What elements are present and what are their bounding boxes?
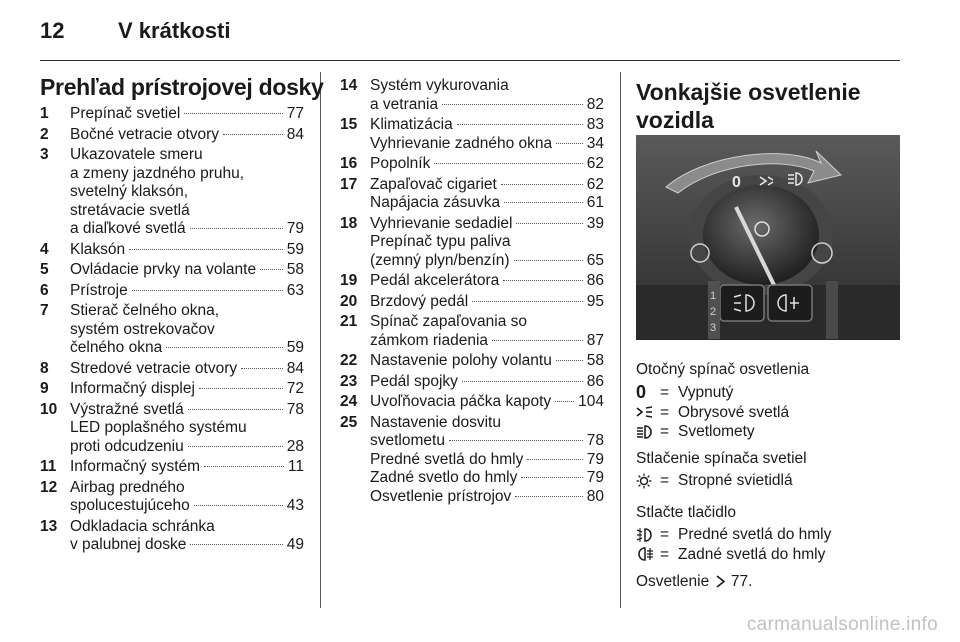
- toc-item: [340, 116, 604, 153]
- toc-leader: [188, 409, 283, 410]
- toc-number: 14: [340, 77, 358, 94]
- toc-number: 9: [40, 380, 49, 397]
- toc-text: Vyhrievanie sedadiel: [370, 214, 513, 232]
- toc-text: Airbag predného: [70, 478, 185, 496]
- toc-number: 5: [40, 261, 49, 278]
- toc-text: Napájacia zásuvka: [370, 194, 501, 211]
- toc-line: [70, 479, 304, 498]
- toc-line: [70, 380, 304, 399]
- light-mode-label: Vypnutý: [678, 384, 734, 401]
- toc-leader: [503, 280, 583, 281]
- toc-number: 23: [340, 372, 358, 390]
- toc-page-ref[interactable]: 58: [586, 352, 604, 369]
- toc-line: [370, 194, 604, 213]
- toc-number: 7: [40, 302, 49, 319]
- toc-item: [340, 414, 604, 507]
- toc-number: 10: [40, 400, 58, 418]
- toc-line: [370, 414, 604, 433]
- rear-fog-icon: [636, 546, 660, 562]
- reference-page[interactable]: 77.: [730, 573, 753, 590]
- equals-sign: =: [660, 526, 670, 543]
- toc-text: a zmeny jazdného pruhu,: [70, 164, 245, 182]
- toc-leader: [527, 459, 582, 460]
- toc-item: [40, 302, 304, 358]
- toc-page-ref[interactable]: 83: [586, 116, 604, 133]
- toc-line: [370, 451, 604, 470]
- light-mode-row: [636, 422, 789, 442]
- toc-leader: [449, 440, 583, 441]
- interior-light-icon: [636, 473, 660, 489]
- toc-text: Osvetlenie prístrojov: [370, 487, 512, 505]
- toc-leader: [514, 260, 583, 261]
- toc-line: [70, 536, 304, 555]
- toc-item: [340, 373, 604, 392]
- toc-item: [40, 380, 304, 399]
- toc-line: [370, 432, 604, 451]
- watermark: carmanualsonline.info: [746, 614, 938, 635]
- toc-page-ref[interactable]: 43: [286, 497, 304, 514]
- toc-number: 17: [340, 175, 358, 193]
- toc-line: [370, 293, 604, 312]
- light-mode-label: Zadné svetlá do hmly: [678, 545, 826, 563]
- toc-leader: [190, 228, 283, 229]
- toc-item: [40, 105, 304, 124]
- toc-page-ref[interactable]: 61: [586, 194, 604, 211]
- toc-number: 19: [340, 272, 358, 289]
- toc-line: [70, 518, 304, 537]
- toc-line: [370, 332, 604, 351]
- toc-leader: [556, 143, 583, 144]
- toc-heading: Prehľad prístrojovej dosky: [40, 74, 324, 100]
- toc-text: v palubnej doske: [70, 536, 187, 553]
- toc-item: [40, 126, 304, 145]
- toc-number: 12: [40, 478, 58, 496]
- toc-leader: [129, 249, 283, 250]
- toc-text: Stredové vetracie otvory: [70, 359, 238, 377]
- toc-line: [70, 419, 304, 438]
- toc-line: [370, 469, 604, 488]
- toc-text: proti odcudzeniu: [70, 437, 184, 455]
- photo-label-pos3: 3: [710, 322, 717, 334]
- toc-page-ref[interactable]: 59: [286, 240, 304, 258]
- toc-text: Stierač čelného okna,: [70, 302, 220, 319]
- photo-label-pos2: 2: [710, 306, 717, 318]
- toc-leader: [184, 113, 282, 114]
- toc-page-ref[interactable]: 84: [286, 359, 304, 377]
- toc-leader: [434, 163, 582, 164]
- toc-line: [70, 458, 304, 477]
- toc-page-ref[interactable]: 79: [286, 220, 304, 237]
- toc-item: [340, 215, 604, 271]
- toc-line: [370, 77, 604, 96]
- toc-line: [370, 233, 604, 252]
- column-divider: [620, 72, 621, 608]
- toc-leader: [241, 368, 283, 369]
- toc-leader: [199, 388, 283, 389]
- toc-line: [370, 393, 604, 412]
- toc-number: 2: [40, 125, 49, 143]
- toc-text: (zemný plyn/benzín): [370, 251, 510, 269]
- toc-page-ref[interactable]: 39: [586, 214, 604, 232]
- toc-item: [340, 352, 604, 371]
- toc-line: [370, 352, 604, 371]
- toc-line: [370, 155, 604, 174]
- light-mode-label: Stropné svietidlá: [678, 472, 793, 489]
- toc-leader: [190, 544, 282, 545]
- toc-text: Uvoľňovacia páčka kapoty: [370, 393, 552, 410]
- light-mode-label: Predné svetlá do hmly: [678, 526, 832, 543]
- toc-page-ref[interactable]: 80: [586, 487, 604, 505]
- toc-number: 13: [40, 517, 58, 535]
- toc-leader: [515, 496, 582, 497]
- toc-line: [370, 116, 604, 135]
- equals-sign: =: [660, 384, 670, 401]
- press-mode-list: [636, 471, 793, 491]
- toc-item: [40, 241, 304, 260]
- toc-text: Klimatizácia: [370, 116, 453, 133]
- toc-item: [340, 272, 604, 291]
- toc-page-ref[interactable]: 65: [586, 251, 604, 269]
- toc-page-ref[interactable]: 28: [286, 437, 304, 455]
- toc-leader: [501, 184, 583, 185]
- toc-line: [370, 272, 604, 291]
- toc-page-ref[interactable]: 62: [586, 155, 604, 172]
- toc-text: spolucestujúceho: [70, 497, 190, 514]
- light-mode-row: [636, 545, 831, 565]
- column-divider: [320, 72, 321, 608]
- toc-page-ref[interactable]: 79: [586, 469, 604, 486]
- toc-number: 25: [340, 413, 358, 431]
- toc-page-ref[interactable]: 34: [586, 134, 604, 152]
- toc-number: 22: [340, 352, 358, 369]
- toc-leader: [166, 347, 283, 348]
- toc-leader: [472, 301, 583, 302]
- parking-lights-icon: [636, 405, 660, 419]
- toc-item: [340, 293, 604, 312]
- lights-heading: [636, 78, 861, 134]
- toc-line: [370, 96, 604, 115]
- toc-text: zámkom riadenia: [370, 331, 489, 349]
- toc-number: 16: [340, 155, 358, 172]
- toc-text: systém ostrekovačov: [70, 320, 215, 338]
- toc-page-ref[interactable]: 84: [286, 125, 304, 143]
- toc-text: Ovládacie prvky na volante: [70, 261, 257, 278]
- toc-page-ref[interactable]: 86: [586, 372, 604, 390]
- toc-page-ref[interactable]: 78: [586, 432, 604, 449]
- toc-text: Predné svetlá do hmly: [370, 450, 524, 468]
- toc-number: 18: [340, 214, 358, 232]
- light-mode-row: [636, 383, 789, 403]
- toc-leader: [132, 290, 283, 291]
- front-fog-icon: [636, 527, 660, 543]
- toc-list-left: [40, 105, 304, 557]
- light-mode-label: Obrysové svetlá: [678, 403, 790, 421]
- toc-text: Informačný systém: [70, 458, 201, 475]
- equals-sign: =: [660, 472, 670, 489]
- toc-page-ref[interactable]: 72: [286, 380, 304, 397]
- toc-number: 1: [40, 105, 49, 122]
- toc-text: Prístroje: [70, 281, 128, 299]
- toc-leader: [516, 223, 582, 224]
- toc-number: 8: [40, 359, 49, 377]
- toc-text: Prepínač typu paliva: [370, 233, 511, 250]
- photo-label-off: 0: [732, 174, 741, 191]
- light-mode-label: Svetlomety: [678, 423, 755, 440]
- toc-line: [370, 215, 604, 234]
- press-caption: Stlačenie spínača svetiel: [636, 450, 807, 467]
- light-mode-row: [636, 403, 789, 423]
- toc-leader: [504, 202, 583, 203]
- toc-text: Odkladacia schránka: [70, 517, 215, 535]
- lights-heading-line1: Vonkajšie osvetlenie: [636, 79, 861, 105]
- toc-page-ref[interactable]: 59: [286, 339, 304, 356]
- toc-number: 3: [40, 146, 49, 163]
- toc-line: [70, 438, 304, 457]
- toc-number: 11: [40, 458, 57, 475]
- toc-text: Ukazovatele smeru: [70, 146, 203, 163]
- toc-line: [70, 146, 304, 165]
- toc-text: Klaksón: [70, 240, 126, 258]
- toc-text: Zadné svetlo do hmly: [370, 469, 518, 486]
- toc-line: [70, 302, 304, 321]
- toc-line: [370, 373, 604, 392]
- button-caption: Stlačte tlačidlo: [636, 504, 736, 521]
- toc-item: [340, 393, 604, 412]
- toc-line: [70, 360, 304, 379]
- toc-item: [40, 146, 304, 239]
- toc-line: [370, 313, 604, 332]
- toc-line: [70, 220, 304, 239]
- button-mode-list: [636, 525, 831, 564]
- toc-leader: [442, 104, 583, 105]
- toc-text: čelného okna: [70, 339, 163, 356]
- toc-list-right: [340, 77, 604, 508]
- toc-line: [70, 282, 304, 301]
- reference-text: Osvetlenie: [636, 573, 710, 590]
- toc-text: a vetrania: [370, 95, 439, 113]
- toc-line: [70, 241, 304, 260]
- toc-number: 20: [340, 292, 358, 310]
- toc-text: stretávacie svetlá: [70, 201, 190, 219]
- toc-text: a diaľkové svetlá: [70, 220, 186, 237]
- toc-line: [70, 202, 304, 221]
- toc-page-ref[interactable]: 95: [586, 292, 604, 310]
- toc-text: Informačný displej: [70, 380, 195, 397]
- toc-page-ref[interactable]: 62: [586, 175, 604, 193]
- reference-line: [636, 572, 752, 594]
- section-title: V krátkosti: [118, 18, 231, 43]
- toc-text: Popolník: [370, 155, 431, 172]
- toc-item: [340, 313, 604, 350]
- toc-text: LED poplašného systému: [70, 419, 247, 436]
- equals-sign: =: [660, 423, 670, 440]
- toc-leader: [462, 381, 583, 382]
- toc-leader: [457, 124, 583, 125]
- toc-line: [70, 261, 304, 280]
- toc-line: [370, 176, 604, 195]
- light-mode-row: [636, 525, 831, 545]
- toc-item: [40, 401, 304, 457]
- toc-page-ref[interactable]: 58: [286, 261, 304, 278]
- toc-item: [340, 176, 604, 213]
- headlight-icon: [636, 425, 660, 439]
- toc-leader: [492, 340, 583, 341]
- light-mode-row: [636, 471, 793, 491]
- toc-text: svetelný klaksón,: [70, 183, 189, 200]
- toc-line: [70, 165, 304, 184]
- toc-item: [340, 77, 604, 114]
- toc-text: Výstražné svetlá: [70, 400, 184, 418]
- toc-line: [70, 339, 304, 358]
- toc-page-ref[interactable]: 78: [286, 400, 304, 418]
- toc-text: Pedál akcelerátora: [370, 272, 500, 289]
- toc-text: Nastavenie polohy volantu: [370, 352, 552, 369]
- toc-line: [370, 488, 604, 507]
- lights-heading-line2: vozidla: [636, 107, 714, 133]
- toc-line: [70, 105, 304, 124]
- toc-page-ref[interactable]: 87: [586, 331, 604, 349]
- switch-mode-list: [636, 383, 789, 442]
- toc-page-ref[interactable]: 63: [286, 281, 304, 299]
- toc-line: [70, 321, 304, 340]
- toc-page-ref[interactable]: 104: [578, 393, 604, 410]
- zero-symbol-icon: 0: [636, 382, 647, 402]
- toc-text: Zapaľovač cigariet: [370, 175, 497, 193]
- toc-leader: [194, 505, 283, 506]
- toc-text: Spínač zapaľovania so: [370, 313, 528, 330]
- toc-page-ref[interactable]: 86: [586, 272, 604, 289]
- toc-leader: [223, 134, 283, 135]
- toc-leader: [555, 401, 574, 402]
- reference-arrow-icon: [716, 574, 725, 594]
- toc-item: [40, 282, 304, 301]
- toc-number: 4: [40, 240, 49, 258]
- toc-leader: [188, 446, 283, 447]
- toc-text: Vyhrievanie zadného okna: [370, 134, 553, 152]
- toc-leader: [204, 466, 284, 467]
- toc-page-ref[interactable]: 49: [286, 536, 304, 553]
- toc-number: 21: [340, 313, 358, 330]
- header-rule: [40, 60, 900, 61]
- toc-text: Pedál spojky: [370, 372, 458, 390]
- toc-text: Nastavenie dosvitu: [370, 413, 501, 431]
- toc-item: [40, 479, 304, 516]
- toc-number: 6: [40, 281, 49, 299]
- equals-sign: =: [660, 403, 670, 421]
- light-switch-photo: [636, 135, 900, 340]
- toc-text: Bočné vetracie otvory: [70, 125, 220, 143]
- toc-text: Systém vykurovania: [370, 77, 509, 94]
- toc-leader: [556, 360, 583, 361]
- toc-item: [40, 458, 304, 477]
- toc-line: [70, 401, 304, 420]
- toc-page-ref[interactable]: 11: [287, 458, 304, 475]
- page-number: 12: [40, 18, 65, 43]
- toc-number: 24: [340, 393, 358, 410]
- toc-leader: [521, 477, 582, 478]
- toc-page-ref[interactable]: 77: [286, 105, 304, 122]
- toc-item: [40, 360, 304, 379]
- photo-label-pos1: 1: [710, 290, 717, 302]
- toc-line: [70, 497, 304, 516]
- toc-item: [40, 261, 304, 280]
- toc-page-ref[interactable]: 82: [586, 95, 604, 113]
- toc-line: [370, 252, 604, 271]
- switch-caption: Otočný spínač osvetlenia: [636, 361, 810, 378]
- toc-leader: [260, 269, 283, 270]
- toc-text: svetlometu: [370, 432, 445, 449]
- equals-sign: =: [660, 545, 670, 563]
- toc-text: Prepínač svetiel: [70, 105, 181, 122]
- toc-line: [370, 135, 604, 154]
- toc-item: [340, 155, 604, 174]
- toc-text: Brzdový pedál: [370, 292, 469, 310]
- toc-number: 15: [340, 116, 358, 133]
- toc-line: [70, 183, 304, 202]
- toc-page-ref[interactable]: 79: [586, 450, 604, 468]
- toc-line: [70, 126, 304, 145]
- toc-item: [40, 518, 304, 555]
